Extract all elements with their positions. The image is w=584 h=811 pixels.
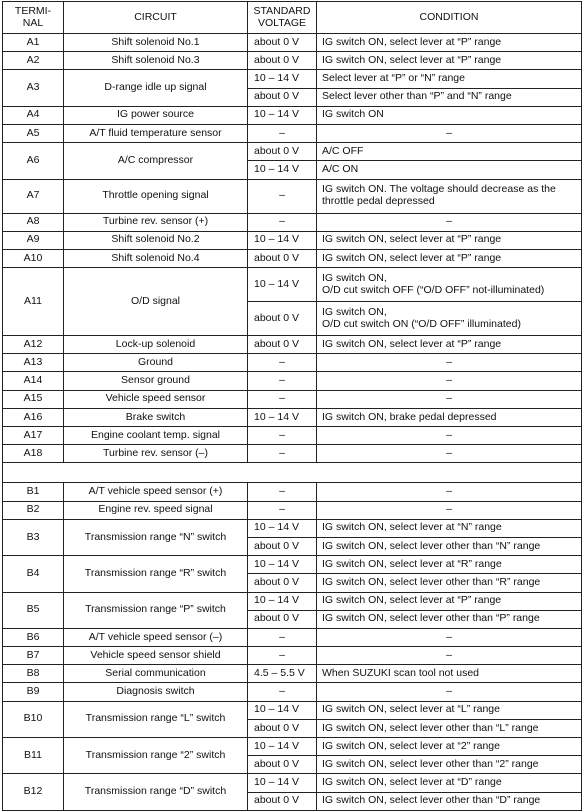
circuit-cell: Lock-up solenoid	[64, 336, 248, 354]
circuit-cell: Engine rev. speed signal	[64, 501, 248, 519]
table-row	[3, 628, 582, 646]
voltage-cell: 10 – 14 V	[248, 556, 317, 574]
circuit-cell: Diagnosis switch	[64, 683, 248, 701]
terminal-cell: B2	[3, 501, 64, 519]
condition-cell: IG switch ON, select lever at “L” range	[317, 701, 582, 719]
table-row	[3, 647, 582, 665]
table-row	[3, 124, 582, 142]
terminal-cell: B10	[3, 701, 64, 737]
circuit-cell: Transmission range “N” switch	[64, 519, 248, 555]
circuit-cell: Vehicle speed sensor shield	[64, 647, 248, 665]
terminal-cell: A12	[3, 336, 64, 354]
circuit-cell: Throttle opening signal	[64, 179, 248, 213]
voltage-cell: about 0 V	[248, 336, 317, 354]
voltage-cell: 10 – 14 V	[248, 106, 317, 124]
voltage-cell: about 0 V	[248, 719, 317, 737]
voltage-cell: about 0 V	[248, 756, 317, 774]
circuit-cell: Shift solenoid No.4	[64, 249, 248, 267]
table-row	[3, 231, 582, 249]
table-row	[3, 483, 582, 501]
voltage-cell: –	[248, 483, 317, 501]
table-row	[3, 738, 582, 756]
terminal-cell: A4	[3, 106, 64, 124]
circuit-cell: A/C compressor	[64, 143, 248, 179]
voltage-cell: about 0 V	[248, 249, 317, 267]
table-row	[3, 501, 582, 519]
table-row	[3, 179, 582, 213]
voltage-cell: about 0 V	[248, 34, 317, 52]
condition-cell: IG switch ON, select lever at “N” range	[317, 519, 582, 537]
circuit-cell: IG power source	[64, 106, 248, 124]
terminal-cell: A3	[3, 70, 64, 106]
condition-cell: IG switch ON, select lever at “P” range	[317, 231, 582, 249]
voltage-cell: –	[248, 390, 317, 408]
terminal-cell: A13	[3, 354, 64, 372]
voltage-cell: 10 – 14 V	[248, 70, 317, 88]
condition-cell: –	[317, 427, 582, 445]
terminal-cell: A17	[3, 427, 64, 445]
circuit-cell: Brake switch	[64, 408, 248, 426]
table-row	[3, 408, 582, 426]
terminal-cell: A6	[3, 143, 64, 179]
voltage-cell: –	[248, 427, 317, 445]
table-row	[3, 268, 582, 302]
condition-cell: IG switch ON, select lever at “R” range	[317, 556, 582, 574]
condition-cell: IG switch ON, select lever at “P” range	[317, 592, 582, 610]
circuit-cell: Vehicle speed sensor	[64, 390, 248, 408]
condition-cell: IG switch ON, select lever at “2” range	[317, 738, 582, 756]
condition-cell: A/C ON	[317, 161, 582, 179]
circuit-cell: Engine coolant temp. signal	[64, 427, 248, 445]
condition-cell: –	[317, 213, 582, 231]
terminal-cell: A9	[3, 231, 64, 249]
terminal-cell: A18	[3, 445, 64, 463]
terminal-cell: B9	[3, 683, 64, 701]
condition-cell: IG switch ON, select lever other than “L” range	[317, 719, 582, 737]
terminal-cell: B11	[3, 738, 64, 774]
circuit-cell: Shift solenoid No.2	[64, 231, 248, 249]
condition-cell: –	[317, 501, 582, 519]
voltage-cell: 10 – 14 V	[248, 738, 317, 756]
circuit-cell: Turbine rev. sensor (–)	[64, 445, 248, 463]
voltage-cell: 4.5 – 5.5 V	[248, 665, 317, 683]
circuit-cell: O/D signal	[64, 268, 248, 336]
circuit-cell: Transmission range “2” switch	[64, 738, 248, 774]
terminal-cell: A11	[3, 268, 64, 336]
condition-cell: –	[317, 372, 582, 390]
circuit-cell: Sensor ground	[64, 372, 248, 390]
table-row	[3, 106, 582, 124]
voltage-cell: –	[248, 501, 317, 519]
voltage-cell: –	[248, 628, 317, 646]
circuit-cell: Transmission range “P” switch	[64, 592, 248, 628]
terminal-cell: B8	[3, 665, 64, 683]
condition-cell: IG switch ON, select lever at “P” range	[317, 34, 582, 52]
terminal-cell: A5	[3, 124, 64, 142]
condition-cell: IG switch ON, select lever at “P” range	[317, 52, 582, 70]
condition-cell: –	[317, 683, 582, 701]
condition-cell: IG switch ON, select lever other than “P” range	[317, 610, 582, 628]
condition-cell: IG switch ON, select lever other than “2” range	[317, 756, 582, 774]
voltage-cell: –	[248, 354, 317, 372]
terminal-voltage-table	[2, 1, 582, 811]
condition-cell: –	[317, 647, 582, 665]
table-row	[3, 354, 582, 372]
voltage-cell: 10 – 14 V	[248, 701, 317, 719]
voltage-cell: about 0 V	[248, 302, 317, 336]
voltage-cell: about 0 V	[248, 574, 317, 592]
voltage-cell: 10 – 14 V	[248, 231, 317, 249]
voltage-cell: about 0 V	[248, 143, 317, 161]
terminal-cell: A7	[3, 179, 64, 213]
table-row	[3, 519, 582, 537]
header-circuit: CIRCUIT	[64, 2, 248, 34]
condition-cell: –	[317, 445, 582, 463]
circuit-cell: D-range idle up signal	[64, 70, 248, 106]
terminal-cell: A14	[3, 372, 64, 390]
condition-cell: A/C OFF	[317, 143, 582, 161]
condition-cell: IG switch ON, select lever at “D” range	[317, 774, 582, 792]
circuit-cell: Transmission range “R” switch	[64, 556, 248, 592]
condition-cell: IG switch ON, O/D cut switch ON (“O/D OFF” illuminated)	[317, 302, 582, 336]
condition-cell: –	[317, 124, 582, 142]
voltage-cell: –	[248, 445, 317, 463]
terminal-cell: A2	[3, 52, 64, 70]
terminal-cell: B1	[3, 483, 64, 501]
table-row	[3, 556, 582, 574]
condition-cell: IG switch ON, brake pedal depressed	[317, 408, 582, 426]
condition-cell: IG switch ON, select lever other than “D” range	[317, 792, 582, 810]
condition-cell: –	[317, 483, 582, 501]
terminal-cell: B3	[3, 519, 64, 555]
condition-cell: IG switch ON, select lever other than “R” range	[317, 574, 582, 592]
terminal-cell: A10	[3, 249, 64, 267]
table-row	[3, 774, 582, 792]
table-row	[3, 665, 582, 683]
terminal-cell: A16	[3, 408, 64, 426]
condition-cell: IG switch ON, select lever at “P” range	[317, 249, 582, 267]
voltage-cell: 10 – 14 V	[248, 268, 317, 302]
condition-cell: –	[317, 354, 582, 372]
voltage-cell: –	[248, 213, 317, 231]
terminal-cell: A1	[3, 34, 64, 52]
table-row	[3, 445, 582, 463]
voltage-cell: –	[248, 124, 317, 142]
condition-cell: Select lever at “P” or “N” range	[317, 70, 582, 88]
condition-cell: –	[317, 628, 582, 646]
condition-cell: IG switch ON	[317, 106, 582, 124]
table-row	[3, 390, 582, 408]
terminal-cell: B12	[3, 774, 64, 810]
table-row	[3, 249, 582, 267]
table-row	[3, 70, 582, 88]
table-row	[3, 336, 582, 354]
voltage-cell: –	[248, 179, 317, 213]
table-row	[3, 213, 582, 231]
condition-cell: IG switch ON, select lever at “P” range	[317, 336, 582, 354]
header-condition: CONDITION	[317, 2, 582, 34]
table-row	[3, 683, 582, 701]
header-terminal: TERMI- NAL	[3, 2, 64, 34]
table-row	[3, 701, 582, 719]
condition-cell: IG switch ON, select lever other than “N” range	[317, 537, 582, 555]
circuit-cell: Transmission range “L” switch	[64, 701, 248, 737]
table-body	[3, 34, 582, 811]
voltage-cell: about 0 V	[248, 537, 317, 555]
voltage-cell: 10 – 14 V	[248, 592, 317, 610]
voltage-cell: –	[248, 683, 317, 701]
table-row	[3, 592, 582, 610]
header-row	[3, 2, 582, 34]
voltage-cell: about 0 V	[248, 610, 317, 628]
section-separator	[3, 463, 582, 483]
voltage-cell: about 0 V	[248, 88, 317, 106]
voltage-cell: –	[248, 647, 317, 665]
voltage-cell: –	[248, 372, 317, 390]
condition-cell: When SUZUKI scan tool not used	[317, 665, 582, 683]
terminal-cell: B6	[3, 628, 64, 646]
header-voltage: STANDARD VOLTAGE	[248, 2, 317, 34]
table-row	[3, 52, 582, 70]
condition-cell: IG switch ON, O/D cut switch OFF (“O/D OFF” not-illuminated)	[317, 268, 582, 302]
table-row	[3, 143, 582, 161]
terminal-cell: A8	[3, 213, 64, 231]
terminal-cell: B7	[3, 647, 64, 665]
terminal-cell: A15	[3, 390, 64, 408]
circuit-cell: A/T vehicle speed sensor (–)	[64, 628, 248, 646]
voltage-cell: 10 – 14 V	[248, 408, 317, 426]
condition-cell: IG switch ON. The voltage should decrease as the throttle pedal depressed	[317, 179, 582, 213]
circuit-cell: Shift solenoid No.3	[64, 52, 248, 70]
table-row	[3, 427, 582, 445]
voltage-cell: about 0 V	[248, 792, 317, 810]
circuit-cell: Shift solenoid No.1	[64, 34, 248, 52]
circuit-cell: Serial communication	[64, 665, 248, 683]
circuit-cell: A/T fluid temperature sensor	[64, 124, 248, 142]
condition-cell: –	[317, 390, 582, 408]
circuit-cell: Transmission range “D” switch	[64, 774, 248, 810]
table-row	[3, 34, 582, 52]
condition-cell: Select lever other than “P” and “N” range	[317, 88, 582, 106]
terminal-cell: B5	[3, 592, 64, 628]
circuit-cell: Turbine rev. sensor (+)	[64, 213, 248, 231]
circuit-cell: Ground	[64, 354, 248, 372]
separator-cell	[3, 463, 582, 483]
terminal-cell: B4	[3, 556, 64, 592]
circuit-cell: A/T vehicle speed sensor (+)	[64, 483, 248, 501]
table-row	[3, 372, 582, 390]
voltage-cell: 10 – 14 V	[248, 161, 317, 179]
voltage-cell: 10 – 14 V	[248, 774, 317, 792]
voltage-cell: about 0 V	[248, 52, 317, 70]
voltage-cell: 10 – 14 V	[248, 519, 317, 537]
